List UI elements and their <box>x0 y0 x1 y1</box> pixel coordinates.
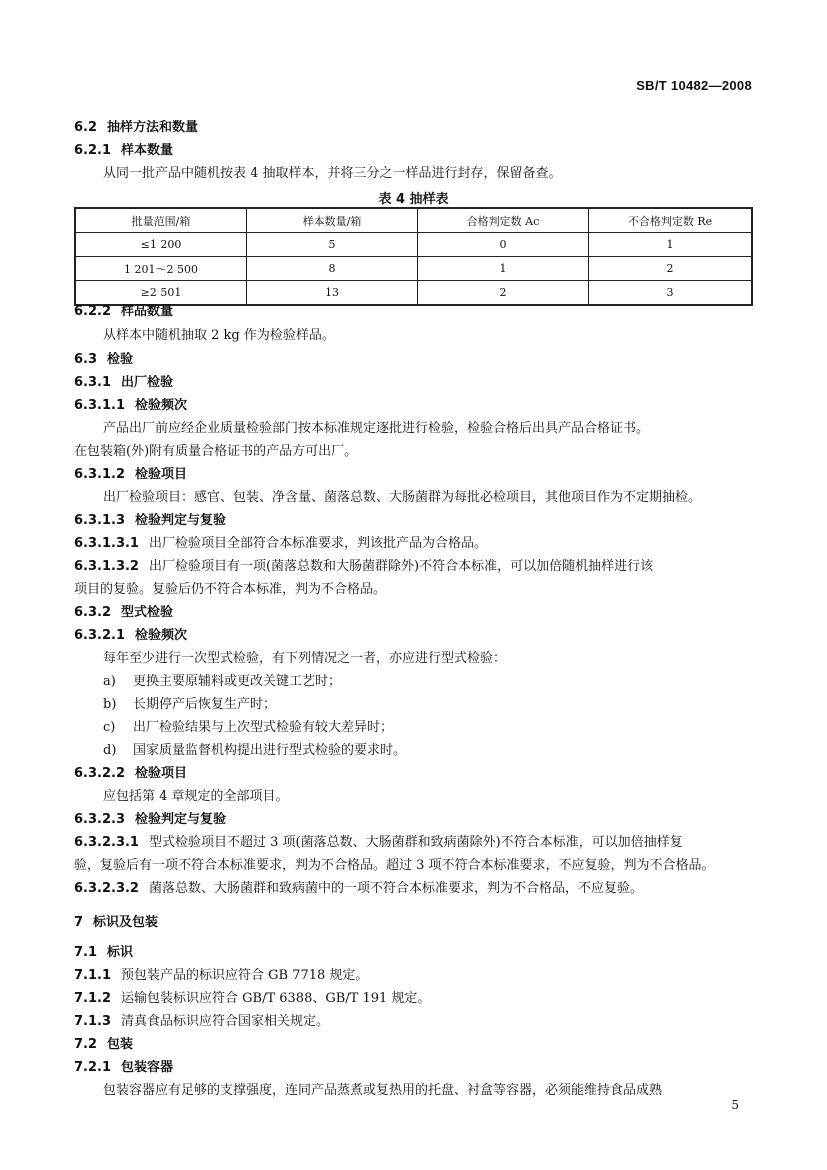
heading-6-2 <box>74 120 754 136</box>
section-title: 标识及包装 <box>93 915 159 930</box>
section-number: 7.1 <box>74 945 98 960</box>
section-number: 6.3.1.2 <box>74 467 125 482</box>
list-label: b) <box>103 697 117 712</box>
section-title: 样品数量 <box>121 304 174 319</box>
table-cell: 13 <box>247 281 418 306</box>
section-number: 6.3.1.3.1 <box>74 536 139 551</box>
heading-7-2-1 <box>74 1060 754 1076</box>
heading-6-3-1 <box>74 375 754 391</box>
list-item <box>103 697 754 713</box>
table-cell: 2 <box>589 257 753 281</box>
heading-7-2 <box>74 1037 754 1053</box>
table-header-cell: 合格判定数 Ac <box>418 208 589 233</box>
heading-7-1 <box>74 945 754 961</box>
paragraph-6-3-2-1-intro: 每年至少进行一次型式检验，有下列情况之一者，亦应进行型式检验： <box>103 651 507 666</box>
heading-6-3-1-2 <box>74 467 754 483</box>
list-item <box>103 720 754 736</box>
section-number: 6.3.2.2 <box>74 766 125 781</box>
section-title: 标识 <box>107 945 134 960</box>
section-number: 6.3.1 <box>74 375 112 390</box>
list-text: 长期停产后恢复生产时； <box>133 697 277 712</box>
clause-text: 出厂检验项目全部符合本标准要求，判该批产品为合格品。 <box>148 536 487 551</box>
heading-6-3-1-3 <box>74 513 754 529</box>
section-number: 7 <box>74 915 84 930</box>
table-header-cell: 样本数量/箱 <box>247 208 418 233</box>
heading-6-3-2-1 <box>74 628 754 644</box>
list-label: c) <box>103 720 116 735</box>
heading-6-2-1 <box>74 143 754 159</box>
section-number: 6.2.2 <box>74 304 112 319</box>
paragraph-6-3-1-1-line1: 产品出厂前应经企业质量检验部门按本标准规定逐批进行检验，检验合格后出具产品合格证书。 <box>103 421 650 436</box>
section-title: 样本数量 <box>121 143 174 158</box>
table-header-cell: 批量范围/箱 <box>75 208 247 233</box>
section-title: 检验项目 <box>135 766 188 781</box>
clause-6-3-1-3-2 <box>74 559 754 575</box>
list-item <box>103 674 754 690</box>
paragraph-6-3-1-2: 出厂检验项目：感官、包装、净含量、菌落总数、大肠菌群为每批必检项目，其他项目作为不定期抽检。 <box>103 490 702 505</box>
list-text: 出厂检验结果与上次型式检验有较大差异时； <box>133 720 394 735</box>
table-caption: 表 4 抽样表 <box>378 192 449 207</box>
paragraph-6-2-2: 从样本中随机抽取 2 kg 作为检验样品。 <box>103 328 335 343</box>
clause-6-3-2-3-1-line2: 验，复验后有一项不符合本标准要求，判为不合格品。超过 3 项不符合本标准要求，不应复验，判为不合格品。 <box>74 858 715 873</box>
section-title: 检验判定与复验 <box>135 513 227 528</box>
clause-6-3-2-3-1 <box>74 835 754 851</box>
section-number: 6.3.2.3 <box>74 812 125 827</box>
clause-text: 清真食品标识应符合国家相关规定。 <box>121 1014 330 1029</box>
clause-7-1-1 <box>74 968 754 984</box>
clause-6-3-1-3-1 <box>74 536 754 552</box>
section-title: 包装 <box>107 1037 134 1052</box>
heading-6-3-2-3 <box>74 812 754 828</box>
page-number: 5 <box>731 1098 739 1112</box>
section-number: 6.2 <box>74 120 98 135</box>
section-title: 出厂检验 <box>121 375 174 390</box>
clause-text: 运输包装标识应符合 GB/T 6388、GB/T 191 规定。 <box>121 991 431 1006</box>
section-number: 7.1.2 <box>74 991 112 1006</box>
paragraph-6-3-2-2: 应包括第 4 章规定的全部项目。 <box>103 789 289 804</box>
list-label: d) <box>103 743 117 758</box>
clause-7-1-2 <box>74 991 754 1007</box>
heading-6-2-2 <box>74 304 754 320</box>
section-title: 检验频次 <box>135 628 188 643</box>
section-number: 6.3.1.3.2 <box>74 559 139 574</box>
clause-text: 菌落总数、大肠菌群和致病菌中的一项不符合本标准要求，判为不合格品，不应复验。 <box>148 881 643 896</box>
section-title: 检验频次 <box>135 398 188 413</box>
section-number: 6.3.1.3 <box>74 513 125 528</box>
list-text: 国家质量监督机构提出进行型式检验的要求时。 <box>133 743 407 758</box>
section-number: 6.3.1.1 <box>74 398 125 413</box>
table-cell: 5 <box>247 233 418 257</box>
section-number: 6.3.2.3.1 <box>74 835 139 850</box>
clause-text: 型式检验项目不超过 3 项(菌落总数、大肠菌群和致病菌除外)不符合本标准，可以加倍抽样复 <box>148 835 683 850</box>
section-number: 6.3.2.3.2 <box>74 881 139 896</box>
heading-6-3 <box>74 352 754 368</box>
table-cell: ≤1 200 <box>75 233 247 257</box>
paragraph-7-2-1: 包装容器应有足够的支撑强度，连同产品蒸煮或复热用的托盘、衬盒等容器，必须能维持食品成熟 <box>103 1083 663 1098</box>
section-title: 检验 <box>107 352 134 367</box>
table-cell: 2 <box>418 281 589 306</box>
paragraph-6-2-1: 从同一批产品中随机按表 4 抽取样本，并将三分之一样品进行封存，保留备查。 <box>103 166 562 181</box>
section-number: 7.2.1 <box>74 1060 112 1075</box>
clause-6-3-2-3-2 <box>74 881 754 897</box>
section-number: 6.3 <box>74 352 98 367</box>
table-row <box>75 257 752 281</box>
standard-code: SB/T 10482—2008 <box>636 78 752 93</box>
table-row <box>75 281 752 306</box>
table-header-row <box>75 208 752 233</box>
list-item <box>103 743 754 759</box>
heading-6-3-2-2 <box>74 766 754 782</box>
sampling-table <box>74 207 753 306</box>
section-number: 7.2 <box>74 1037 98 1052</box>
table-cell: 1 <box>589 233 753 257</box>
section-title: 抽样方法和数量 <box>107 120 199 135</box>
table-cell: 1 <box>418 257 589 281</box>
heading-6-3-2 <box>74 605 754 621</box>
clause-7-1-3 <box>74 1014 754 1030</box>
table-cell: 1 201～2 500 <box>75 257 247 281</box>
section-title: 型式检验 <box>121 605 174 620</box>
table-row <box>75 233 752 257</box>
heading-7 <box>74 915 754 931</box>
table-cell: 8 <box>247 257 418 281</box>
clause-6-3-1-3-2-line2: 项目的复验。复验后仍不符合本标准，判为不合格品。 <box>74 582 387 597</box>
table-header-cell: 不合格判定数 Re <box>589 208 753 233</box>
section-number: 7.1.1 <box>74 968 112 983</box>
clause-text: 预包装产品的标识应符合 GB 7718 规定。 <box>121 968 369 983</box>
section-number: 6.3.2.1 <box>74 628 125 643</box>
section-title: 包装容器 <box>121 1060 174 1075</box>
list-label: a) <box>103 674 116 689</box>
clause-text: 出厂检验项目有一项(菌落总数和大肠菌群除外)不符合本标准，可以加倍随机抽样进行该 <box>148 559 654 574</box>
section-title: 检验判定与复验 <box>135 812 227 827</box>
paragraph-6-3-1-1-line2: 在包装箱(外)附有质量合格证书的产品方可出厂。 <box>74 444 358 459</box>
table-cell: 3 <box>589 281 753 306</box>
section-number: 7.1.3 <box>74 1014 112 1029</box>
table-cell: 0 <box>418 233 589 257</box>
table-cell: ≥2 501 <box>75 281 247 306</box>
section-number: 6.3.2 <box>74 605 112 620</box>
list-text: 更换主要原辅料或更改关键工艺时； <box>133 674 342 689</box>
heading-6-3-1-1 <box>74 398 754 414</box>
section-number: 6.2.1 <box>74 143 112 158</box>
section-title: 检验项目 <box>135 467 188 482</box>
